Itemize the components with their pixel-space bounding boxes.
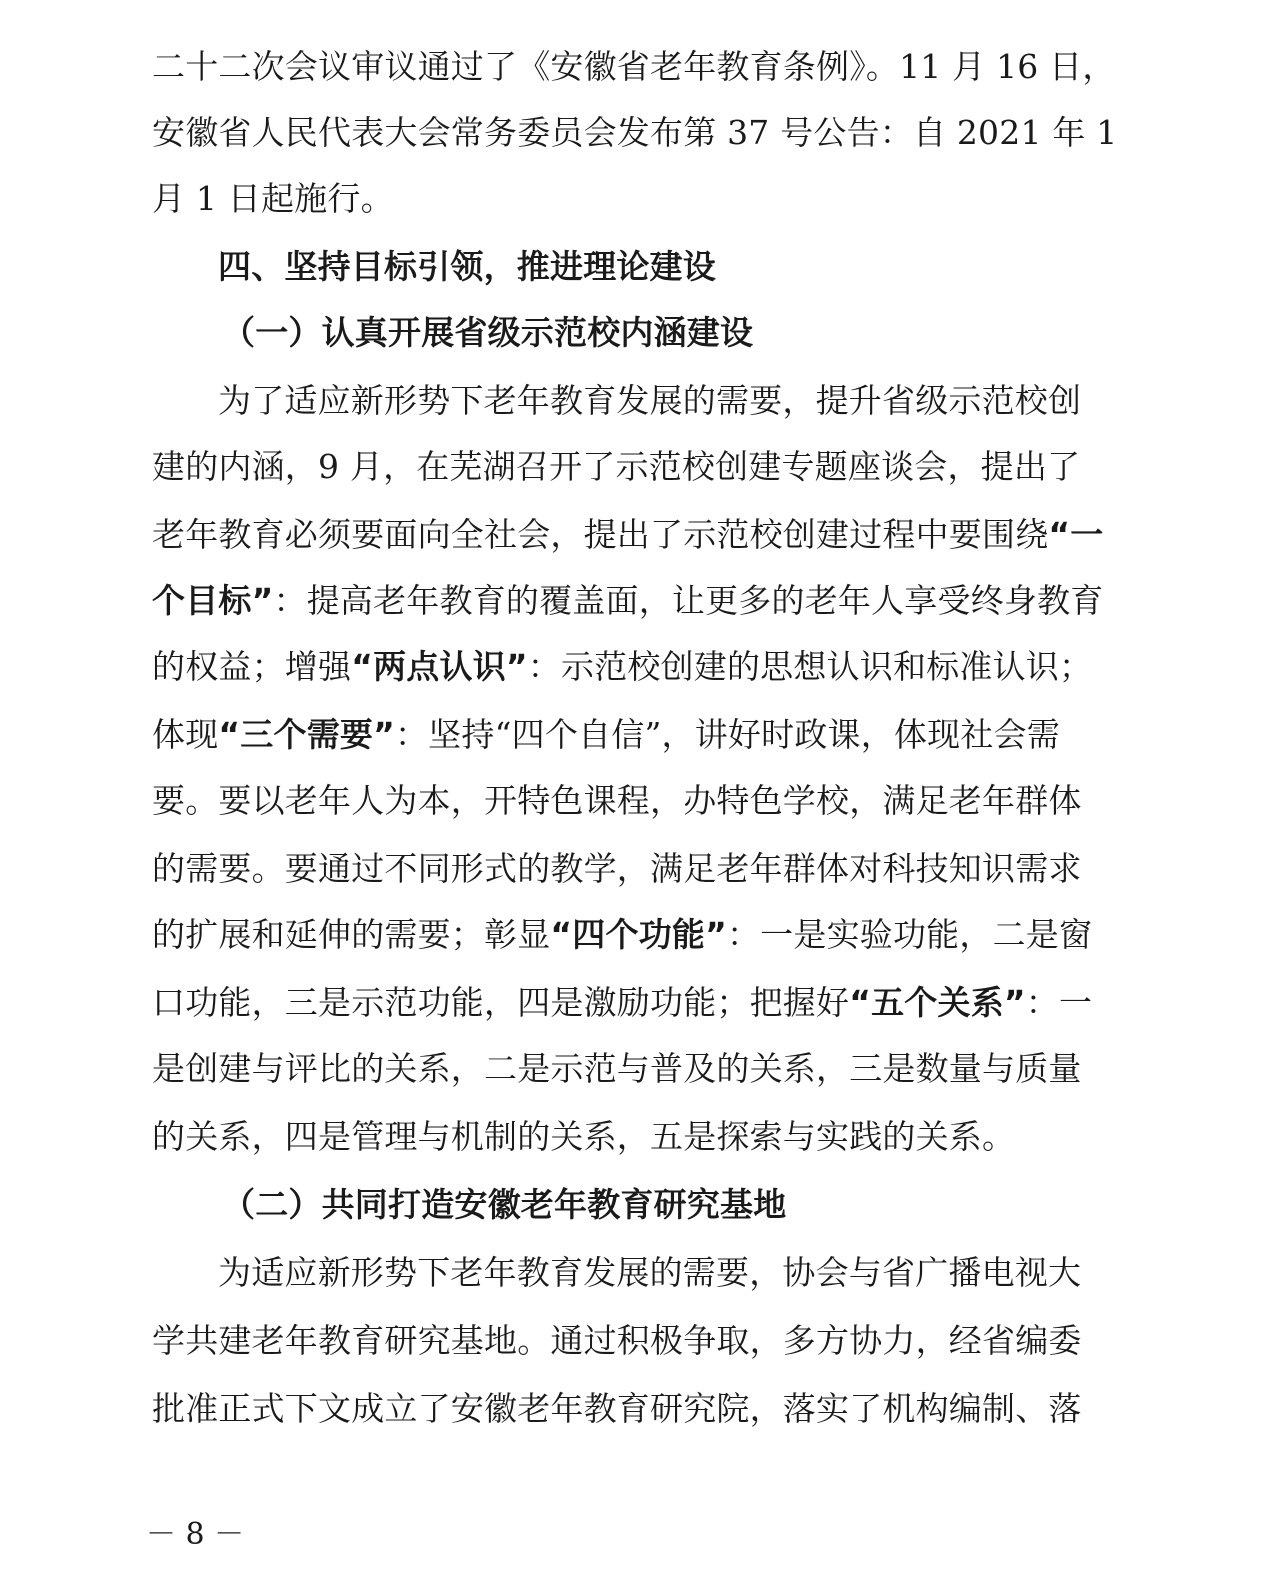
emphasis-text: “一 bbox=[1048, 515, 1104, 554]
body-text-line: 的权益；增强“两点认识”：示范校创建的思想认识和标准认识； bbox=[152, 647, 1093, 686]
emphasis-text: “三个需要” bbox=[218, 715, 395, 754]
emphasis-text: “两点认识” bbox=[351, 647, 528, 686]
emphasis-text: “四个功能” bbox=[550, 915, 727, 954]
body-text-line: 建的内涵，9 月，在芜湖召开了示范校创建专题座谈会，提出了 bbox=[152, 447, 1081, 486]
body-text-line: 月 1 日起施行。 bbox=[152, 179, 394, 218]
emphasis-text: 个目标” bbox=[152, 581, 274, 620]
body-text-line: 学共建老年教育研究基地。通过积极争取，多方协力，经省编委 bbox=[152, 1321, 1082, 1360]
page-number: － 8 － bbox=[146, 1517, 245, 1552]
body-text-line: 是创建与评比的关系，二是示范与普及的关系，三是数量与质量 bbox=[152, 1049, 1082, 1088]
section-heading: 四、坚持目标引领，推进理论建设 bbox=[218, 247, 716, 286]
body-text-line: 口功能，三是示范功能，四是激励功能；把握好“五个关系”：一 bbox=[152, 983, 1093, 1022]
body-text-line: 的关系，四是管理与机制的关系，五是探索与实践的关系。 bbox=[152, 1117, 1016, 1156]
body-text-line: 要。要以老年人为本，开特色课程，办特色学校，满足老年群体 bbox=[152, 781, 1082, 820]
body-text-line: 个目标”：提高老年教育的覆盖面，让更多的老年人享受终身教育 bbox=[152, 581, 1104, 620]
body-text-line: 体现“三个需要”：坚持“四个自信”，讲好时政课，体现社会需 bbox=[152, 715, 1060, 754]
body-text-line: 为了适应新形势下老年教育发展的需要，提升省级示范校创 bbox=[218, 381, 1082, 420]
subsection-heading: （一）认真开展省级示范校内涵建设 bbox=[222, 313, 754, 352]
body-text-line: 的扩展和延伸的需要；彰显“四个功能”：一是实验功能，二是窗 bbox=[152, 915, 1093, 954]
body-text-line: 二十二次会议审议通过了《安徽省老年教育条例》。11 月 16 日， bbox=[152, 47, 1116, 86]
body-text-line: 为适应新形势下老年教育发展的需要，协会与省广播电视大 bbox=[218, 1253, 1082, 1292]
body-text-line: 老年教育必须要面向全社会，提出了示范校创建过程中要围绕“一 bbox=[152, 515, 1104, 554]
emphasis-text: “五个关系” bbox=[849, 983, 1026, 1022]
body-text-line: 的需要。要通过不同形式的教学，满足老年群体对科技知识需求 bbox=[152, 849, 1082, 888]
body-text-line: 安徽省人民代表大会常务委员会发布第 37 号公告：自 2021 年 1 bbox=[152, 113, 1118, 152]
subsection-heading: （二）共同打造安徽老年教育研究基地 bbox=[222, 1185, 787, 1224]
body-text-line: 批准正式下文成立了安徽老年教育研究院，落实了机构编制、落 bbox=[152, 1389, 1082, 1428]
